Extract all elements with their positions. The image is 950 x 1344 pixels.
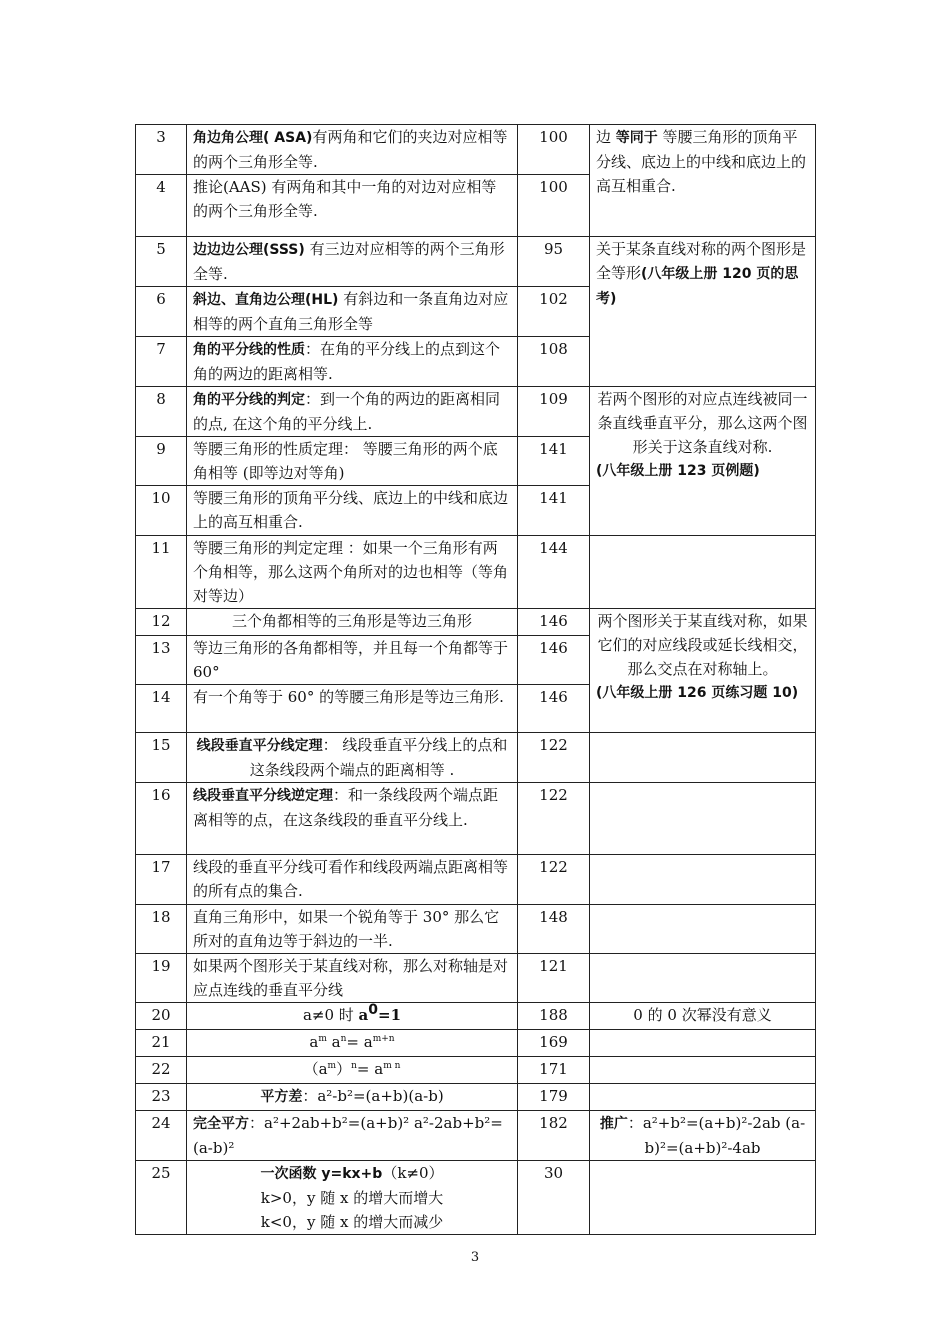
note-cell <box>590 1084 816 1111</box>
theorem-text: 有一个角等于 60° 的等腰三角形是等边三角形. <box>187 685 518 733</box>
page-ref: 109 <box>518 387 590 437</box>
page-ref: 121 <box>518 954 590 1003</box>
page-ref: 30 <box>518 1161 590 1235</box>
theorem-text: 线段垂直平分线定理： 线段垂直平分线上的点和这条线段两个端点的距离相等 . <box>187 733 518 783</box>
table-row <box>136 733 816 783</box>
note-cell: 边 等同于 等腰三角形的顶角平分线、底边上的中线和底边上的高互相重合. <box>590 125 816 237</box>
theorem-text: 斜边、直角边公理(HL) 有斜边和一条直角边对应相等的两个直角三角形全等 <box>187 287 518 337</box>
page-ref: 144 <box>518 536 590 609</box>
page-ref: 169 <box>518 1030 590 1057</box>
page-ref: 102 <box>518 287 590 337</box>
row-number: 14 <box>136 685 187 733</box>
row-number: 5 <box>136 237 187 287</box>
row-number: 25 <box>136 1161 187 1235</box>
page-ref: 100 <box>518 125 590 175</box>
note-cell <box>590 783 816 855</box>
theorem-text: 等腰三角形的顶角平分线、底边上的中线和底边上的高互相重合. <box>187 486 518 536</box>
page-ref: 182 <box>518 1111 590 1161</box>
row-number: 11 <box>136 536 187 609</box>
theorem-text: 一次函数 y=kx+b（k≠0） k>0，y 随 x 的增大而增大 k<0，y 随 x 的增大而减少 <box>187 1161 518 1235</box>
note-cell: 两个图形关于某直线对称，如果它们的对应线段或延长线相交，那么交点在对称轴上。 (八年级上册 126 页练习题 10) <box>590 609 816 733</box>
table-row <box>136 125 816 175</box>
theorem-text: 线段的垂直平分线可看作和线段两端点距离相等的所有点的集合. <box>187 855 518 905</box>
page-number: 3 <box>470 1250 480 1265</box>
table-row <box>136 237 816 287</box>
theorem-text: 三个角都相等的三角形是等边三角形 <box>187 609 518 636</box>
row-number: 20 <box>136 1003 187 1030</box>
table-row <box>136 1111 816 1161</box>
note-cell <box>590 1057 816 1084</box>
page-ref: 100 <box>518 175 590 237</box>
theorem-text: 角边角公理( ASA)有两角和它们的夹边对应相等的两个三角形全等. <box>187 125 518 175</box>
page-ref: 122 <box>518 733 590 783</box>
note-cell: 关于某条直线对称的两个图形是全等形(八年级上册 120 页的思考) <box>590 237 816 387</box>
table-row <box>136 905 816 954</box>
table-row <box>136 783 816 855</box>
row-number: 10 <box>136 486 187 536</box>
table-row <box>136 1057 816 1084</box>
table-row <box>136 536 816 609</box>
row-number: 19 <box>136 954 187 1003</box>
theorem-text: 线段垂直平分线逆定理：和一条线段两个端点距离相等的点，在这条线段的垂直平分线上. <box>187 783 518 855</box>
page-ref: 146 <box>518 685 590 733</box>
theorem-text: 边边边公理(SSS) 有三边对应相等的两个三角形全等. <box>187 237 518 287</box>
theorem-text: $(a^m)^n= a^{m n}$ <box>187 1057 518 1084</box>
theorem-table <box>135 124 816 1235</box>
table-row <box>136 609 816 636</box>
theorem-text: 直角三角形中，如果一个锐角等于 30° 那么它所对的直角边等于斜边的一半. <box>187 905 518 954</box>
note-cell: 若两个图形的对应点连线被同一条直线垂直平分，那么这两个图形关于这条直线对称. (八年级上册 123 页例题) <box>590 387 816 536</box>
theorem-text: 角的平分线的性质：在角的平分线上的点到这个角的两边的距离相等. <box>187 337 518 387</box>
page-ref: 179 <box>518 1084 590 1111</box>
note-cell <box>590 905 816 954</box>
note-cell <box>590 1030 816 1057</box>
row-number: 22 <box>136 1057 187 1084</box>
note-cell <box>590 733 816 783</box>
page-ref: 171 <box>518 1057 590 1084</box>
page-ref: 146 <box>518 636 590 685</box>
row-number: 12 <box>136 609 187 636</box>
page-ref: 148 <box>518 905 590 954</box>
page-ref: 108 <box>518 337 590 387</box>
row-number: 15 <box>136 733 187 783</box>
page-ref: 122 <box>518 783 590 855</box>
table-row <box>136 954 816 1003</box>
page-ref: 122 <box>518 855 590 905</box>
table-row <box>136 387 816 437</box>
row-number: 9 <box>136 437 187 486</box>
table-row <box>136 1161 816 1235</box>
theorem-text: 如果两个图形关于某直线对称，那么对称轴是对应点连线的垂直平分线 <box>187 954 518 1003</box>
row-number: 6 <box>136 287 187 337</box>
page-ref: 141 <box>518 437 590 486</box>
table-row <box>136 1030 816 1057</box>
page-ref: 141 <box>518 486 590 536</box>
row-number: 3 <box>136 125 187 175</box>
row-number: 4 <box>136 175 187 237</box>
row-number: 7 <box>136 337 187 387</box>
theorem-text: 等腰三角形的性质定理： 等腰三角形的两个底角相等 (即等边对等角) <box>187 437 518 486</box>
page-ref: 95 <box>518 237 590 287</box>
theorem-text: 角的平分线的判定：到一个角的两边的距离相同的点, 在这个角的平分线上. <box>187 387 518 437</box>
page-ref: 146 <box>518 609 590 636</box>
row-number: 24 <box>136 1111 187 1161</box>
theorem-text: 平方差：a²-b²=(a+b)(a-b) <box>187 1084 518 1111</box>
note-cell <box>590 1161 816 1235</box>
row-number: 17 <box>136 855 187 905</box>
row-number: 16 <box>136 783 187 855</box>
row-number: 21 <box>136 1030 187 1057</box>
table-row <box>136 1003 816 1030</box>
note-cell <box>590 855 816 905</box>
row-number: 13 <box>136 636 187 685</box>
theorem-text: 推论(AAS) 有两角和其中一角的对边对应相等的两个三角形全等. <box>187 175 518 237</box>
theorem-text: $a^m$ $a^n= a^{m+n}$ <box>187 1030 518 1057</box>
table-row <box>136 855 816 905</box>
theorem-text: a≠0 时 $a^0=1$ <box>187 1003 518 1030</box>
theorem-text: 完全平方：a²+2ab+b²=(a+b)² a²-2ab+b²=(a-b)² <box>187 1111 518 1161</box>
note-cell: 推广：a²+b²=(a+b)²-2ab (a-b)²=(a+b)²-4ab <box>590 1111 816 1161</box>
note-cell <box>590 536 816 609</box>
theorem-text: 等边三角形的各角都相等，并且每一个角都等于 60° <box>187 636 518 685</box>
note-cell: 0 的 0 次幂没有意义 <box>590 1003 816 1030</box>
table-row <box>136 1084 816 1111</box>
row-number: 18 <box>136 905 187 954</box>
theorem-text: 等腰三角形的判定定理 ：如果一个三角形有两个角相等，那么这两个角所对的边也相等（等角对等边） <box>187 536 518 609</box>
note-cell <box>590 954 816 1003</box>
row-number: 23 <box>136 1084 187 1111</box>
page-ref: 188 <box>518 1003 590 1030</box>
row-number: 8 <box>136 387 187 437</box>
